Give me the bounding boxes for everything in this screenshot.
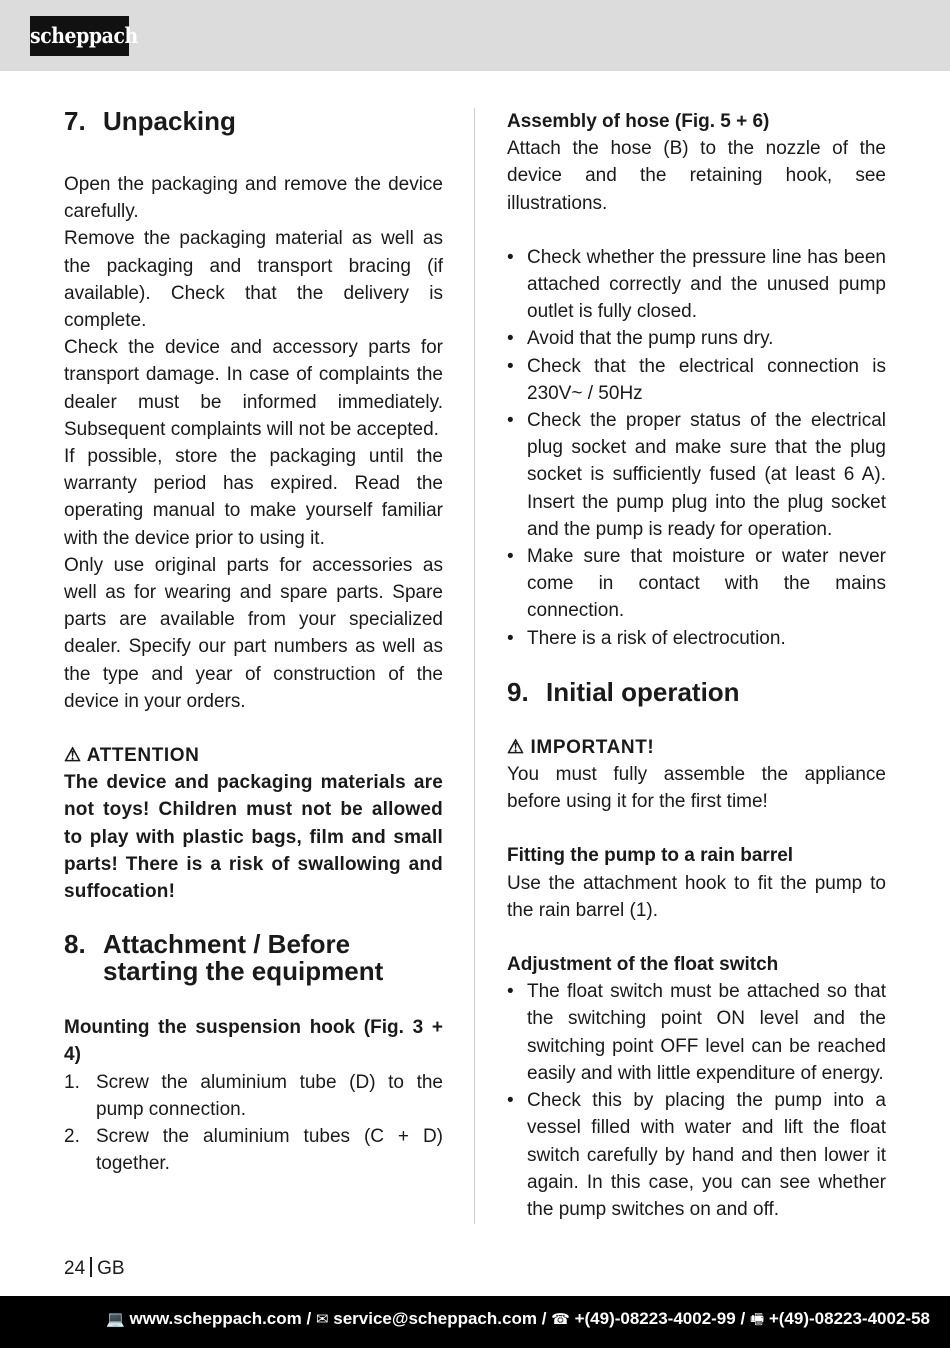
page-number-footer bbox=[64, 1255, 125, 1282]
section-number: 8. bbox=[64, 929, 86, 960]
separator: / bbox=[306, 1309, 312, 1328]
separator: / bbox=[740, 1309, 746, 1328]
important-title: ⚠ IMPORTANT! bbox=[507, 736, 655, 758]
step-text: Screw the aluminium tubes (C + D) together. bbox=[96, 1126, 443, 1175]
scheppach-logo: scheppach bbox=[30, 16, 129, 56]
list-item: • Check this by placing the pump into a vessel filled with water and lift the float switch carefully by hand and then lower it again. In this case, you can see whether the pump switches on and off. bbox=[507, 1087, 886, 1223]
attention-title: ⚠ ATTENTION bbox=[64, 745, 200, 767]
contact-bar bbox=[0, 1296, 950, 1348]
float-list bbox=[507, 978, 886, 1223]
paragraph: Use the attachment hook to fit the pump to the rain barrel (1). bbox=[507, 872, 886, 921]
list-item-text: The float switch must be attached so that the switching point ON level and the switching point OFF level can be reached easily and with little expenditure of energy. bbox=[527, 981, 886, 1084]
section-8-heading bbox=[64, 931, 443, 985]
list-item-text: Avoid that the pump runs dry. bbox=[527, 328, 774, 350]
list-item-text: There is a risk of electrocution. bbox=[527, 627, 786, 649]
list-item: • Check the proper status of the electrical plug socket and make sure that the plug socket is sufficiently fused (at least 6 A). Insert the pump plug into the plug socket and the pump is ready for operation. bbox=[507, 407, 886, 543]
step-text: Screw the aluminium tube (D) to the pump connection. bbox=[96, 1071, 443, 1120]
list-item-text: Check the proper status of the electrical plug socket and make sure that the plug socket is sufficiently fused (at least 6 A). Insert the pump plug into the plug socket and the pump is ready for operation. bbox=[527, 410, 886, 540]
list-item: • There is a risk of electrocution. bbox=[507, 625, 886, 652]
page-header bbox=[0, 0, 950, 71]
list-item: • Check whether the pressure line has been attached correctly and the unused pump outlet is fully closed. bbox=[507, 244, 886, 326]
subheading: Assembly of hose (Fig. 5 + 6) bbox=[507, 111, 770, 132]
page-separator bbox=[90, 1257, 92, 1277]
paragraph: Attach the hose (B) to the nozzle of the device and the retaining hook, see illustrations. bbox=[507, 138, 886, 214]
email-link[interactable]: service@scheppach.com bbox=[333, 1309, 537, 1328]
language-code: GB bbox=[97, 1258, 125, 1279]
attention-body: The device and packaging materials are not toys! Children must not be allowed to play with plastic bags, film and small parts! There is a risk of swallowing and suffocation! bbox=[64, 772, 443, 903]
list-item-text: Check this by placing the pump into a vessel filled with water and lift the float switch carefully by hand and then lower it again. In this case, you can see whether the pump switches on and off. bbox=[527, 1090, 886, 1220]
section-7-heading bbox=[64, 108, 443, 135]
computer-icon: 💻 bbox=[106, 1311, 125, 1328]
list-item: • The float switch must be attached so that the switching point ON level and the switching point OFF level can be reached easily and with little expenditure of energy. bbox=[507, 978, 886, 1087]
step-number: 1. bbox=[64, 1071, 80, 1093]
list-item bbox=[64, 1123, 443, 1177]
page-number: 24 bbox=[64, 1258, 86, 1279]
list-item: • Make sure that moisture or water never come in contact with the mains connection. bbox=[507, 543, 886, 625]
section-9-heading bbox=[507, 676, 886, 707]
left-column bbox=[64, 108, 443, 1178]
list-item-text: Check that the electrical connection is 230V~ / 50Hz bbox=[527, 355, 886, 404]
email-icon: ✉ bbox=[315, 1311, 329, 1328]
paragraph: Open the packaging and remove the device carefully. bbox=[64, 174, 443, 223]
paragraph: Remove the packaging material as well as the packaging and transport bracing (if available). Check that the delivery is complete. bbox=[64, 228, 443, 332]
paragraph: Check the device and accessory parts for transport damage. In case of complaints the dealer must be informed immediately. Subsequent complaints will not be accepted. bbox=[64, 337, 443, 440]
phone-icon: ☎ bbox=[551, 1311, 570, 1328]
step-number: 2. bbox=[64, 1126, 80, 1148]
separator: / bbox=[541, 1309, 547, 1328]
website-link[interactable]: www.scheppach.com bbox=[129, 1309, 302, 1328]
section-number: 9. bbox=[507, 676, 529, 707]
list-item: • Avoid that the pump runs dry. bbox=[507, 325, 886, 352]
section-title: Attachment / Before starting the equipment bbox=[103, 929, 384, 987]
section-title: Initial operation bbox=[546, 676, 740, 707]
column-divider bbox=[474, 108, 475, 1224]
paragraph: If possible, store the packaging until the warranty period has expired. Read the operating manual to make yourself familiar with the device prior to using it. bbox=[64, 446, 443, 549]
subheading: Mounting the suspension hook (Fig. 3 + 4) bbox=[64, 1017, 443, 1066]
steps-list bbox=[64, 1069, 443, 1178]
right-column bbox=[507, 108, 886, 1223]
section-title: Unpacking bbox=[103, 106, 236, 136]
subheading: Fitting the pump to a rain barrel bbox=[507, 845, 794, 867]
paragraph: You must fully assemble the appliance before using it for the first time! bbox=[507, 764, 886, 813]
fax-number: +(49)-08223-4002-58 bbox=[768, 1309, 930, 1328]
checks-list bbox=[507, 244, 886, 652]
fax-icon: 🖷 bbox=[749, 1311, 765, 1328]
phone-number: +(49)-08223-4002-99 bbox=[574, 1309, 736, 1328]
list-item bbox=[64, 1069, 443, 1123]
section-number: 7. bbox=[64, 106, 86, 136]
subheading: Adjustment of the float switch bbox=[507, 954, 779, 976]
list-item-text: Make sure that moisture or water never come in contact with the mains connection. bbox=[527, 546, 886, 622]
paragraph: Only use original parts for accessories as well as for wearing and spare parts. Spare parts are available from your specialized dealer. Specify our part numbers as well as the type and year of construction of the device in your orders. bbox=[64, 554, 443, 712]
list-item: • Check that the electrical connection is 230V~ / 50Hz bbox=[507, 353, 886, 407]
list-item-text: Check whether the pressure line has been attached correctly and the unused pump outlet is fully closed. bbox=[527, 246, 886, 323]
